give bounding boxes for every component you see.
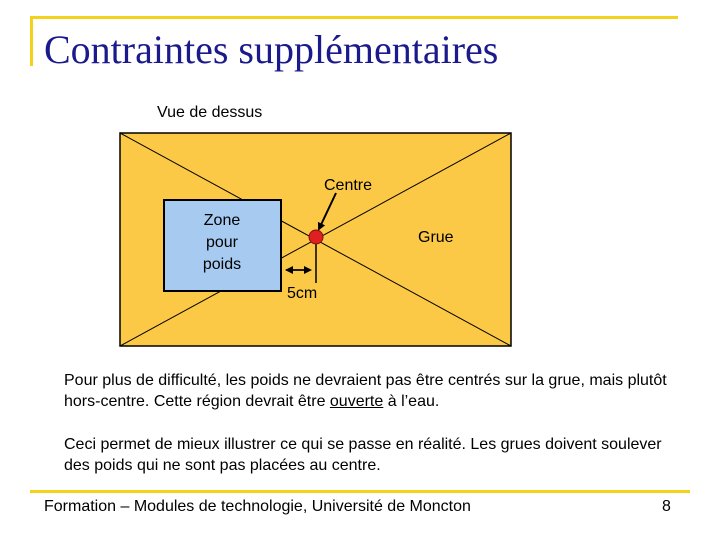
difficulty-paragraph (64, 370, 684, 412)
zone-label-line: poids (202, 256, 242, 273)
page-number: 8 (662, 498, 671, 515)
zone-label-line: pour (205, 234, 239, 251)
footer-text: Formation – Modules de technologie, Université de Moncton (44, 498, 471, 515)
slide-title: Contraintes supplémentaires (44, 27, 499, 72)
paragraph-text: à l’eau. (383, 393, 440, 410)
diagram-caption: Vue de dessus (157, 104, 263, 121)
footer-divider (30, 490, 690, 493)
reality-paragraph: Ceci permet de mieux illustrer ce qui se passe en réalité. Les grues doivent soulever des poids qui ne sont pas placées au centre. (64, 436, 662, 474)
crane-dot (309, 230, 323, 244)
zone-label-line: Zone (203, 212, 241, 229)
underlined-word: ouverte (329, 393, 384, 410)
paragraph-text: Pour plus de difficulté, les poids ne devraient pas être centrés sur la grue, mais plutôt hors-centre. Cette région devrait être (64, 372, 667, 410)
crane-label: Grue (418, 229, 454, 246)
center-label: Centre (324, 177, 373, 194)
offset-label: 5cm (287, 285, 318, 302)
